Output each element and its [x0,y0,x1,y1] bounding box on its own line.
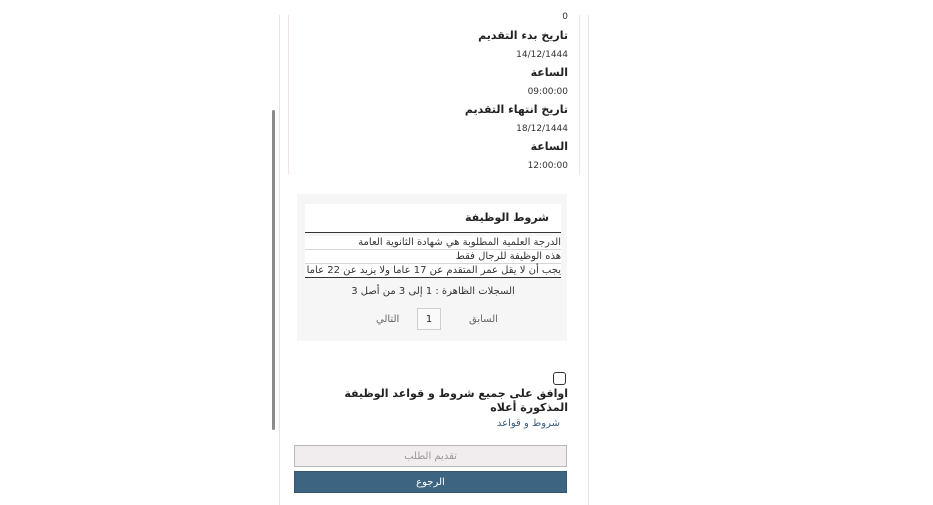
pagination [297,307,567,331]
submit-application-button[interactable]: تقديم الطلب [294,445,567,467]
job-details-page [279,12,589,505]
conditions-title: شروط الوظيفة [465,211,549,224]
start-time-label: الساعة [530,66,568,79]
agree-checkbox[interactable] [553,372,566,385]
agree-label: اوافق على جميع شروط و قواعد الوظيفة المذكورة أعلاه [344,387,568,414]
next-page-button[interactable]: التالي [376,314,400,325]
condition-row: الدرجة العلمية المطلوبة هي شهادة الثانوية العامة [305,236,561,250]
scrollbar[interactable] [272,110,275,430]
end-date-value: 18/12/1444 [516,124,568,134]
conditions-header [305,204,561,233]
condition-row: يجب أن لا يقل عمر المتقدم عن 17 عاما ولا يزيد عن 22 عاما [306,265,561,276]
records-info: السجلات الظاهرة : 1 إلى 3 من أصل 3 [351,286,515,297]
start-date-value: 14/12/1444 [516,50,568,60]
job-conditions-panel [297,194,567,341]
top-value: 0 [562,12,568,22]
condition-row: هذه الوظيفة للرجال فقط [305,250,561,264]
page-1-button[interactable]: 1 [417,308,441,330]
back-button[interactable]: الرجوع [294,471,567,493]
prev-page-button[interactable]: السابق [469,314,498,325]
end-time-value: 12:00:00 [527,161,568,171]
end-time-label: الساعة [530,140,568,153]
terms-link[interactable]: شروط و قواعد [496,418,560,429]
start-time-value: 09:00:00 [527,87,568,97]
end-date-label: تاريخ انتهاء التقديم [464,103,568,116]
start-date-label: تاريخ بدء التقديم [478,29,568,42]
